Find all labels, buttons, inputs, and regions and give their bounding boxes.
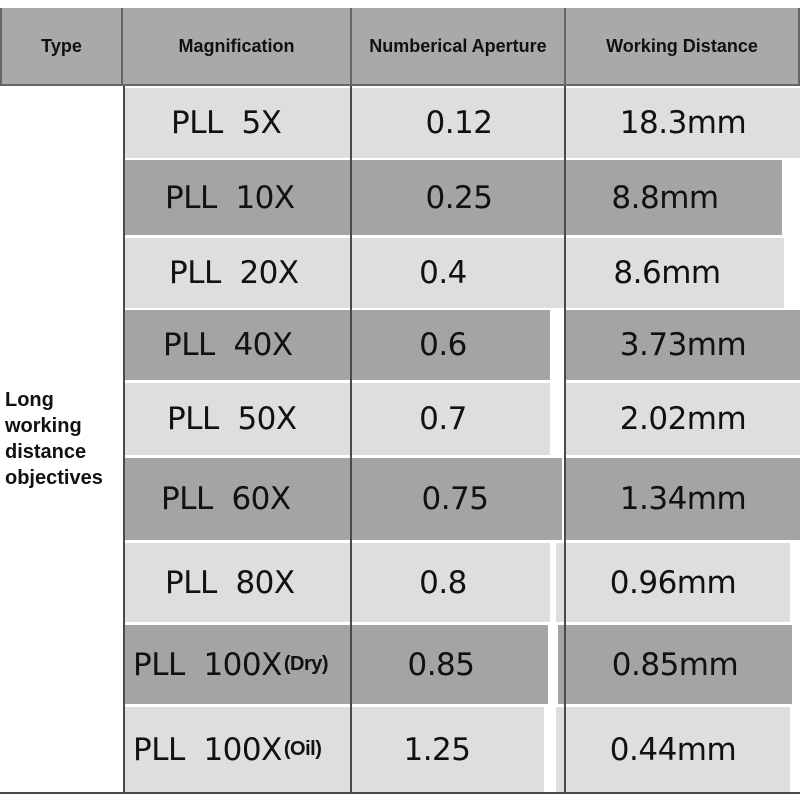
distance-value: 18.3mm (619, 105, 747, 141)
aperture-value: 0.25 (425, 179, 493, 216)
type-label (0, 86, 123, 792)
type-label-text: Long working distance objectives (5, 389, 103, 489)
distance-value: 1.34mm (619, 481, 747, 517)
cell-mag (123, 543, 352, 622)
magnification-value: PLL 20X (169, 255, 299, 291)
table-bottom-border (0, 792, 800, 794)
magnification-value: PLL 100X (133, 646, 282, 683)
distance-value: 3.73mm (619, 327, 747, 363)
cell-mag (123, 458, 352, 540)
magnification-value: PLL 10X (165, 179, 295, 216)
cell-mag (123, 625, 352, 704)
aperture-value: 0.8 (419, 564, 467, 601)
aperture-value: 0.7 (419, 401, 467, 437)
aperture-value: 0.6 (419, 327, 467, 363)
cell-wd (548, 160, 782, 235)
column-divider (123, 86, 125, 792)
cell-na (336, 383, 550, 455)
magnification-value: PLL 5X (171, 105, 282, 141)
cell-wd (566, 310, 800, 380)
cell-wd (566, 383, 800, 455)
cell-na (348, 458, 562, 540)
column-divider (564, 86, 566, 792)
distance-value: 0.85mm (611, 646, 739, 683)
cell-na (336, 543, 550, 622)
magnification-value: PLL 60X (161, 481, 291, 517)
header-distance: Working Distance (566, 8, 800, 86)
magnification-value: PLL 100X (133, 731, 282, 768)
magnification-suffix: (Dry) (283, 653, 329, 675)
aperture-value: 0.4 (419, 255, 467, 291)
column-divider (350, 86, 352, 792)
magnification-value: PLL 50X (167, 401, 297, 437)
magnification-value: PLL 40X (163, 327, 293, 363)
cell-na (352, 88, 566, 158)
cell-wd (558, 625, 792, 704)
distance-value: 0.44mm (609, 731, 737, 768)
aperture-value: 0.85 (407, 646, 475, 683)
cell-mag (123, 160, 352, 235)
cell-na (336, 238, 550, 308)
magnification-suffix: (Oil) (283, 738, 322, 760)
cell-mag (123, 88, 352, 158)
cell-wd (556, 543, 790, 622)
aperture-value: 0.75 (421, 481, 489, 517)
header-magnification: Magnification (123, 8, 352, 86)
header-aperture: Numberical Aperture (352, 8, 566, 86)
cell-mag (123, 310, 352, 380)
distance-value: 2.02mm (619, 401, 747, 437)
cell-wd (556, 707, 790, 792)
cell-na (352, 160, 566, 235)
cell-na (330, 707, 544, 792)
cell-na (334, 625, 548, 704)
cell-mag (123, 238, 352, 308)
cell-mag (123, 707, 352, 792)
aperture-value: 1.25 (403, 731, 471, 768)
magnification-value: PLL 80X (165, 564, 295, 601)
distance-value: 8.8mm (611, 179, 719, 216)
distance-value: 0.96mm (609, 564, 737, 601)
cell-wd (566, 458, 800, 540)
cell-mag (123, 383, 352, 455)
cell-na (336, 310, 550, 380)
aperture-value: 0.12 (425, 105, 493, 141)
header-type: Type (0, 8, 123, 86)
cell-wd (566, 88, 800, 158)
cell-wd (550, 238, 784, 308)
distance-value: 8.6mm (613, 255, 721, 291)
